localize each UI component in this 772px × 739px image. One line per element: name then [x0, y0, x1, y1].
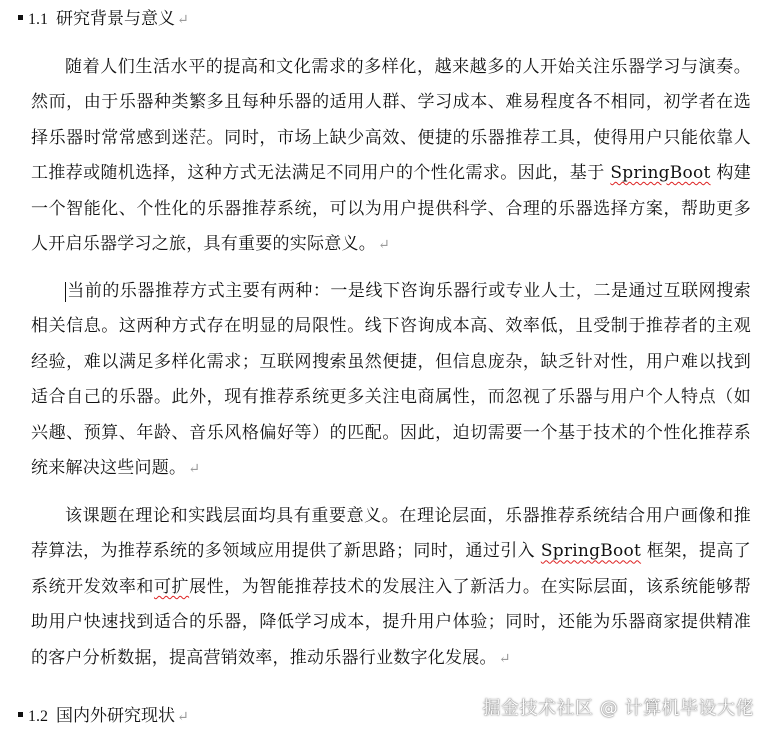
paragraph-mark-icon: ↵: [188, 461, 201, 478]
section-title: 研究背景与意义: [56, 9, 175, 29]
spellcheck-word: 可扩: [153, 576, 190, 597]
paragraph-significance[interactable]: [31, 499, 751, 677]
paragraph-mark-icon: ↵: [498, 650, 511, 667]
paragraph-current-methods[interactable]: [31, 274, 751, 487]
text-cursor: [65, 282, 66, 302]
paragraph-text: 构建一个智能化、个性化的乐器推荐系统，可以为用户提供科学、合理的乐器选择方案，帮助更多人开启乐器学习之旅，具有重要的实际意义。: [31, 163, 751, 255]
section-heading-1-2[interactable]: [18, 706, 189, 727]
paragraph-mark-icon: ↵: [378, 237, 390, 254]
heading-bullet: [18, 712, 23, 717]
section-number: 1.1: [28, 11, 48, 28]
section-heading-1-1[interactable]: [18, 9, 189, 30]
paragraph-text: 展性，为智能推荐技术的发展注入了新活力。在实际层面，该系统能够帮助用户快速找到适合的乐器，降低学习成本，提升用户体验；同时，还能为乐器商家提供精准的客户分析数据，提高营销效率，推动乐器行业数字化发展。: [31, 576, 752, 668]
paragraph-background[interactable]: [31, 50, 751, 263]
paragraph-text: 随着人们生活水平的提高和文化需求的多样化，越来越多的人开始关注乐器学习与演奏。然而，由于乐器种类繁多且每种乐器的适用人群、学习成本、难易程度各不相同，初学者在选择乐器时常常感到迷茫。同时，市场上缺少高效、便捷的乐器推荐工具，使得用户只能依靠人工推荐或随机选择，这种方式无法满足不同用户的个性化需求。因此，基于: [31, 57, 751, 184]
paragraph-mark-icon: ↵: [177, 12, 189, 28]
heading-bullet: [18, 15, 23, 20]
paragraph-mark-icon: ↵: [177, 709, 189, 725]
section-title: 国内外研究现状: [56, 706, 175, 726]
watermark: 掘金技术社区 @ 计算机毕设大佬: [482, 698, 754, 719]
spellcheck-word: SpringBoot: [610, 163, 711, 184]
section-number: 1.2: [28, 708, 48, 725]
paragraph-text: 当前的乐器推荐方式主要有两种：一是线下咨询乐器行或专业人士，二是通过互联网搜索相关信息。这两种方式存在明显的局限性。线下咨询成本高、效率低，且受制于推荐者的主观经验，难以满足多样化需求；互联网搜索虽然便捷，但信息庞杂，缺乏针对性，用户难以找到适合自己的乐器。此外，现有推荐系统更多关注电商属性，而忽视了乐器与用户个人特点（如兴趣、预算、年龄、音乐风格偏好等）的匹配。因此，迫切需要一个基于技术的个性化推荐系统来解决这些问题。: [31, 281, 751, 479]
spellcheck-word: SpringBoot: [540, 541, 642, 562]
paragraph-text: 框架，提高了系统开发效率和: [31, 541, 752, 597]
paragraph-text: 该课题在理论和实践层面均具有重要意义。在理论层面，乐器推荐系统结合用户画像和推荐算法，为推荐系统的多领域应用提供了新思路；同时，通过引入: [31, 506, 751, 562]
